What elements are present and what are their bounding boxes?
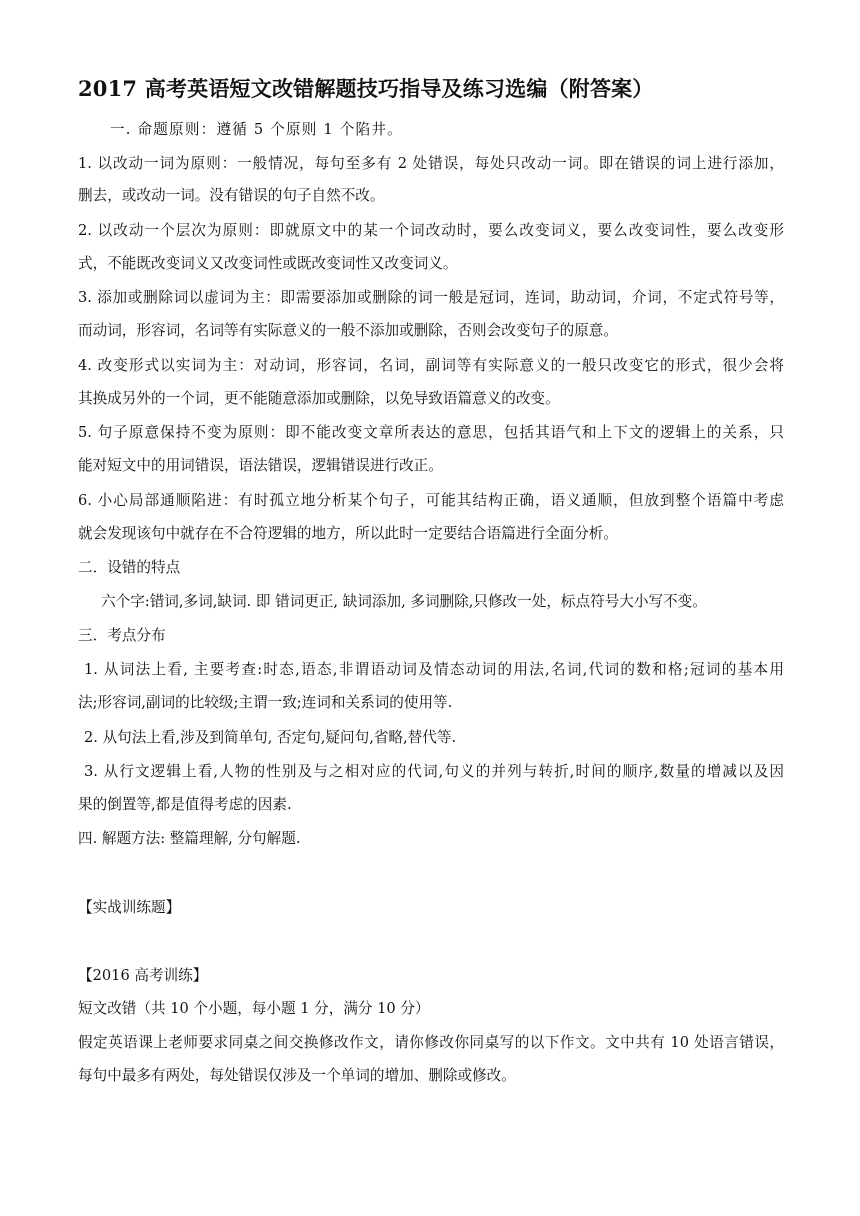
- section-3-heading: 三．考点分布: [78, 627, 166, 644]
- principle-1-line-2: 删去，或改动一词。没有错误的句子自然不改。: [78, 187, 385, 204]
- principle-1-line-1: 1. 以改动一词为原则：一般情况，每句至多有 2 处错误，每处只改动一词。即在错误的词上进行添加，: [78, 155, 784, 172]
- section-3-item-1-line-1: 1. 从词法上看, 主要考查:时态,语态,非谓语动词及情态动词的用法,名词,代词的数和格;冠词的基本用: [84, 661, 784, 678]
- principle-4-line-1: 4. 改变形式以实词为主：对动词，形容词，名词，副词等有实际意义的一般只改变它的形式，很少会将: [78, 357, 784, 374]
- section-3-item-3-line-1: 3. 从行文逻辑上看,人物的性别及与之相对应的代词,句义的并列与转折,时间的顺序,数量的增减以及因: [84, 763, 784, 780]
- principle-5-line-1: 5. 句子原意保持不变为原则：即不能改变文章所表达的意思，包括其语气和上下文的逻辑上的关系，只: [78, 424, 784, 441]
- section-2-heading: 二．设错的特点: [78, 559, 181, 576]
- section-3-item-3-line-2: 果的倒置等,都是值得考虑的因素.: [78, 796, 292, 813]
- principle-6-line-2: 就会发现该句中就存在不合符逻辑的地方，所以此时一定要结合语篇进行全面分析。: [78, 525, 618, 542]
- practice-heading: 【实战训练题】: [78, 899, 181, 916]
- principle-2-line-1: 2. 以改动一个层次为原则：即就原文中的某一个词改动时，要么改变词义，要么改变词性，要么改变形: [78, 222, 784, 239]
- section-4-heading: 四. 解题方法: 整篇理解, 分句解题.: [78, 830, 301, 847]
- document-title: 2017 高考英语短文改错解题技巧指导及练习选编（附答案）: [78, 76, 654, 101]
- principle-4-line-2: 其换成另外的一个词，更不能随意添加或删除，以免导致语篇意义的改变。: [78, 390, 560, 407]
- principle-2-line-2: 式，不能既改变词义又改变词性或既改变词性又改变词义。: [78, 255, 458, 272]
- section-3-item-1-line-2: 法;形容词,副词的比较级;主谓一致;连词和关系词的使用等.: [78, 694, 453, 711]
- principle-3-line-1: 3. 添加或删除词以虚词为主：即需要添加或删除的词一般是冠词，连词，助动词，介词，不定式符号等，: [78, 289, 784, 306]
- principle-3-line-2: 而动词，形容词，名词等有实际意义的一般不添加或删除，否则会改变句子的原意。: [78, 322, 618, 339]
- exercise-instructions-line-1: 假定英语课上老师要求同桌之间交换修改作文，请你修改你同桌写的以下作文。文中共有 10 处语言错误，: [78, 1034, 784, 1051]
- exercise-title: 短文改错（共 10 个小题，每小题 1 分，满分 10 分）: [78, 1000, 430, 1017]
- principles-intro: 一. 命题原则：遵循 5 个原则 1 个陷井。: [110, 121, 403, 138]
- section-3-item-2: 2. 从句法上看,涉及到简单句, 否定句,疑问句,省略,替代等.: [84, 729, 457, 746]
- exercise-instructions-line-2: 每句中最多有两处，每处错误仅涉及一个单词的增加、删除或修改。: [78, 1067, 516, 1084]
- training-2016-heading: 【2016 高考训练】: [78, 967, 208, 984]
- principle-6-line-1: 6. 小心局部通顺陷进：有时孤立地分析某个句子，可能其结构正确，语义通顺，但放到整个语篇中考虑: [78, 492, 784, 509]
- section-2-body: 六个字:错词,多词,缺词. 即 错词更正, 缺词添加, 多词删除,只修改一处，标点符号大小写不变。: [101, 593, 707, 610]
- principle-5-line-2: 能对短文中的用词错误，语法错误，逻辑错误进行改正。: [78, 457, 443, 474]
